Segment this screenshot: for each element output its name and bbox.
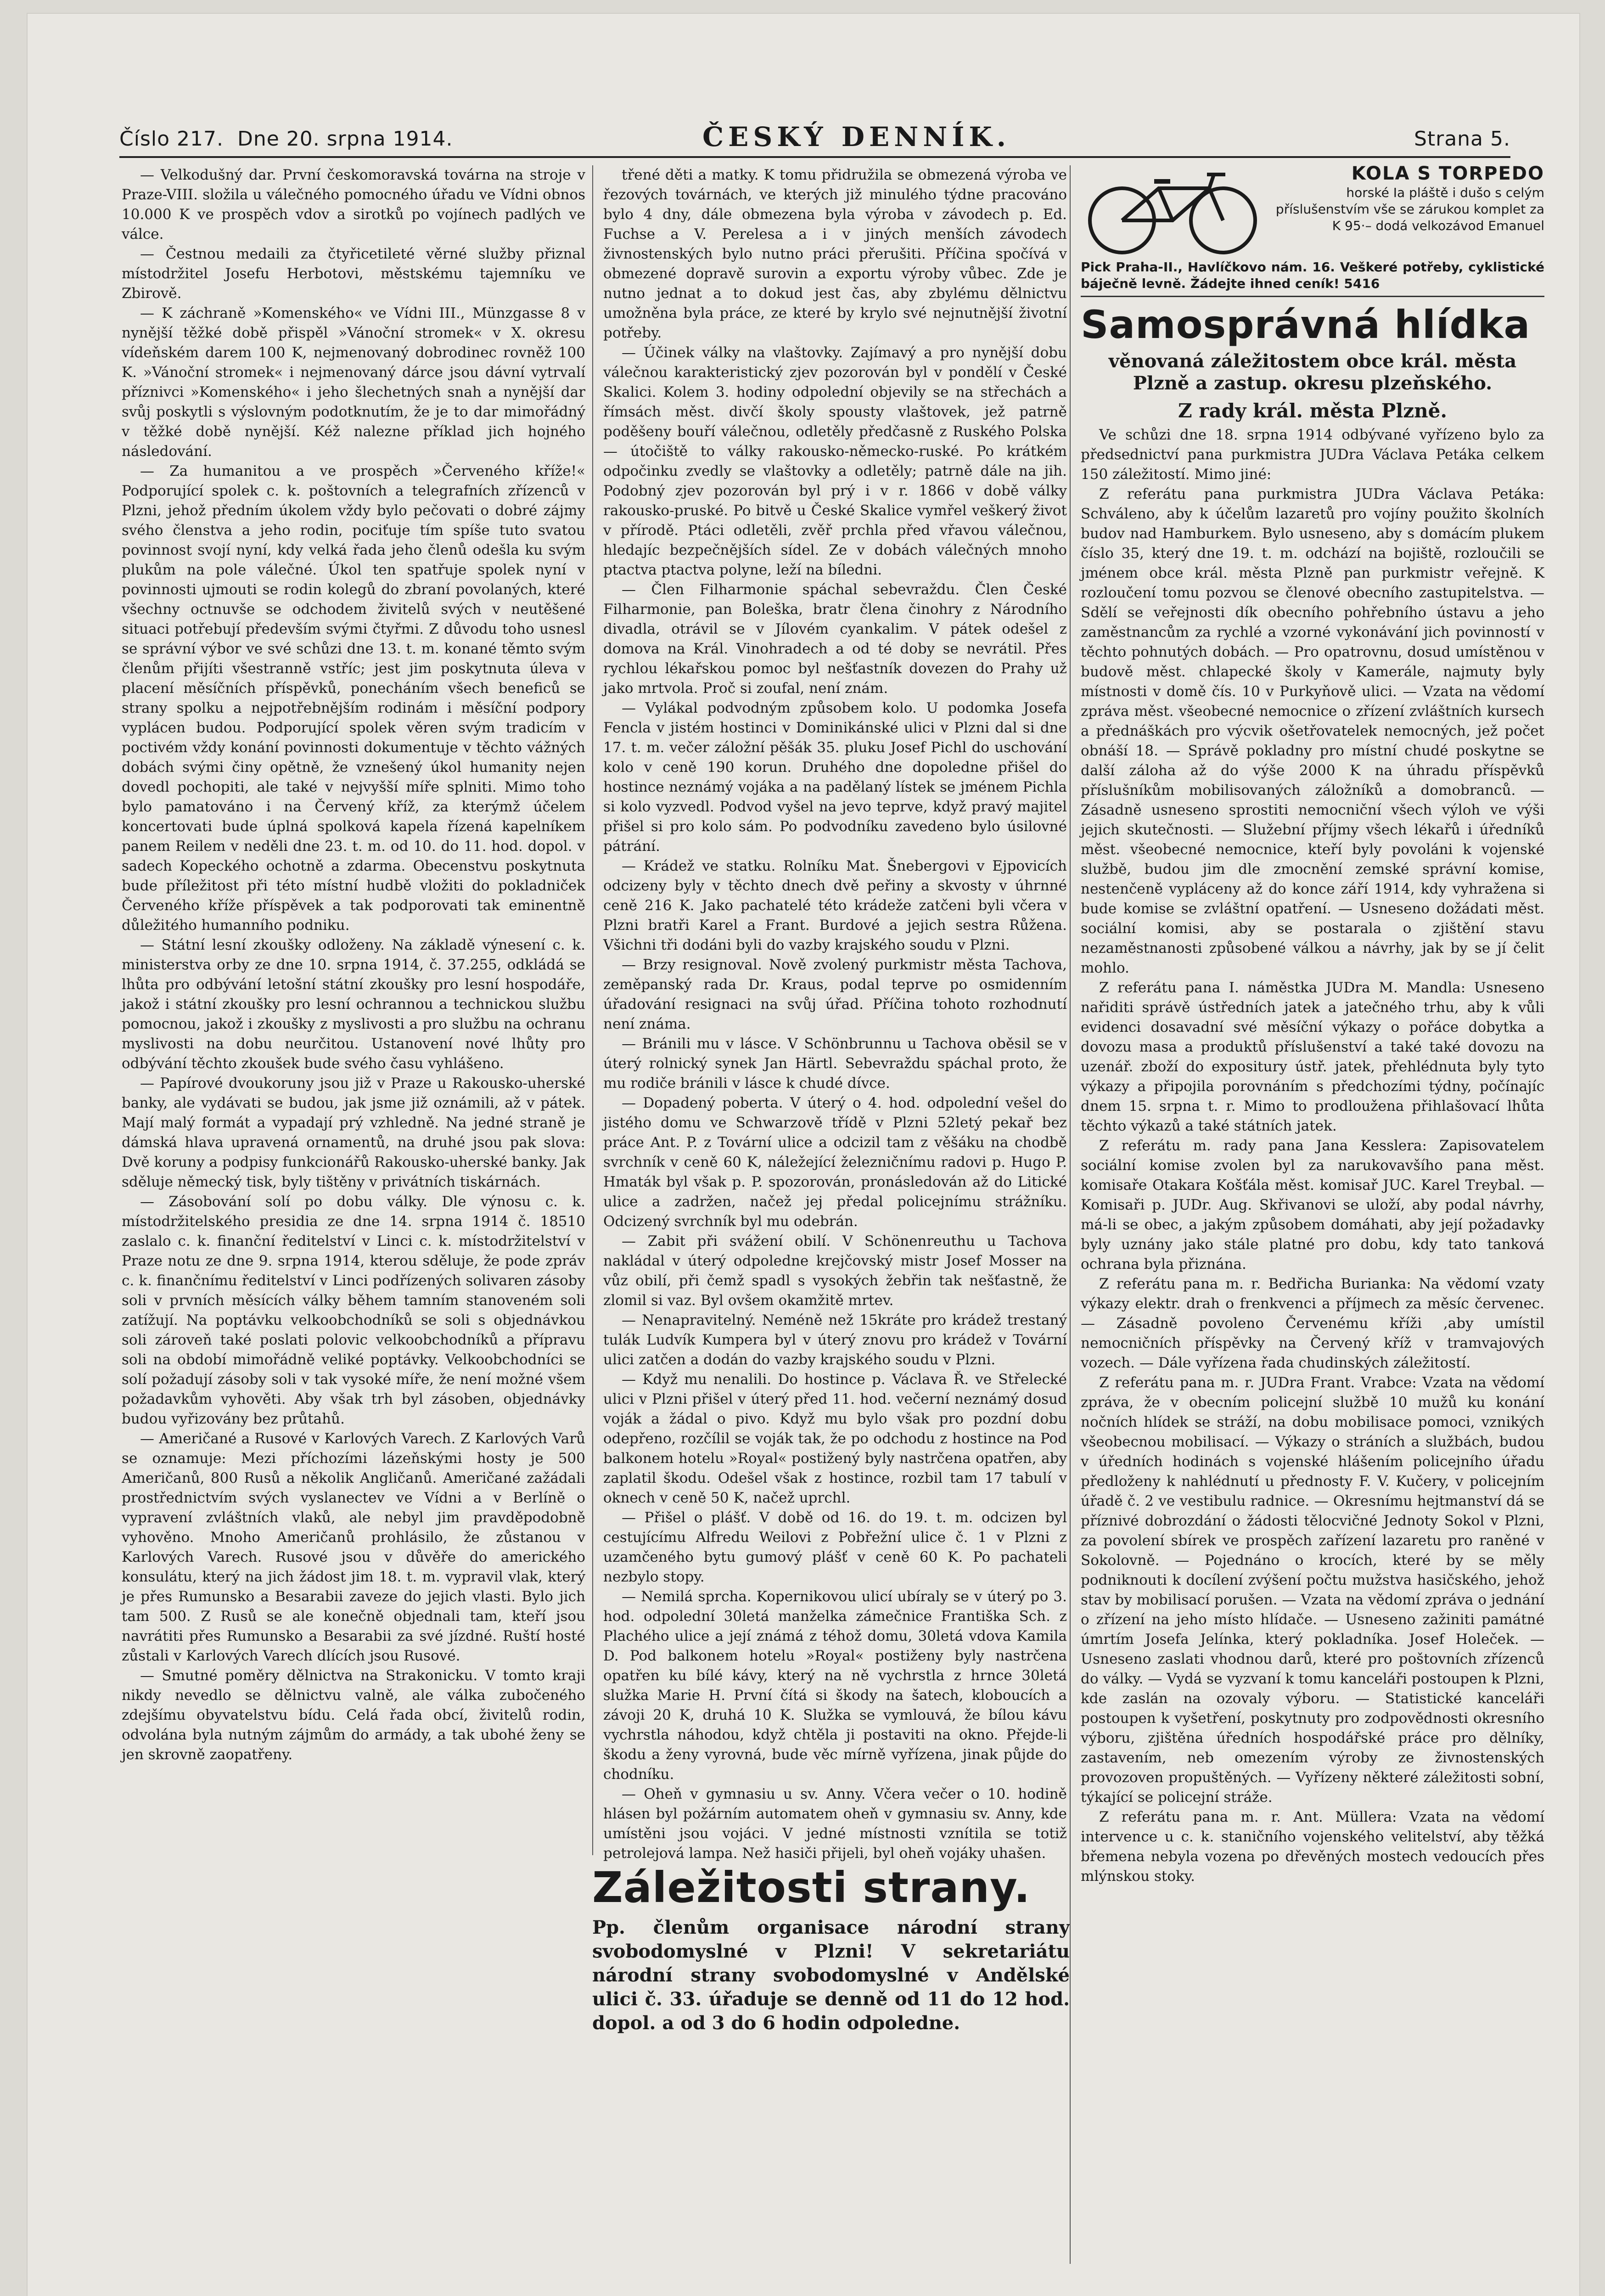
council-meeting-heading: Z rady král. města Plzně. xyxy=(1178,400,1447,422)
article: — Státní lesní zkoušky odloženy. Na základě výnesení c. k. ministerstva orby ze dne 10. srpna 1914, č. 37.255, odkládá se lhůta pro odbývání letošní státní zkoušky pro lesní hospodáře, jakož i státní zkoušky pro lesní ochrannou a technickou službu pomocnou, jakož i zkoušky z myslivosti a pro službu na ochranu myslivosti na dobu neurčitou. Ustanovení nové lhůty pro odbývání těchto zkoušek bude svého času vyhlášeno. xyxy=(122,937,585,1072)
article: Ve schůzi dne 18. srpna 1914 odbývané vyřízeno bylo za předsednictví pana purkmistra JUDra Václava Petáka celkem 150 záležitostí. Mimo jiné: xyxy=(1081,427,1544,483)
party-affairs-notice: Pp. členům organisace národní strany svobodomyslné v Plzni! V sekretariátu národní strany svobodomyslné v Andělské ulici č. 33. úřaduje se denně od 11 do 12 hod. dopol. a od 3 do 6 hodin odpoledne. xyxy=(592,1917,1070,2034)
bicycle-icon xyxy=(1081,165,1264,257)
article: — Za humanitou a ve prospěch »Červeného kříže!« Podporující spolek c. k. poštovních a telegrafních zřízenců v Plzni, jehož předním úkolem vždy bylo pečovati o dobré zájmy svého členstva a jeho rodin, pociťuje tím spíše tuto svatou povinnost svojí nyní, kdy velká řada jeho členů odešla ku svým plukům na pole válečné. Úkol ten spatřuje spolek nyní v povinnosti ujmouti se rodin kolegů do zbraní povolaných, které všechny octnuvše se odchodem živitelů svých v neutěšené situaci potřebují především svými čtyřmi. Z důvodu toho usnesl se správní výbor ve své schůzi dne 13. t. m. konané těmto svým členům přijíti všestranně vstříc; jest jim poskytnuta úleva v placení měsíčních příspěvků, ponecháním všech beneficů se strany spolku a nejpotřebnějším rodinám i měsíční podpory vyplácen budou. Podporující spolek věren svým tradicím v poctivém vždy konání povinnosti dokumentuje v těchto vážných dobách svými činy opětně, že vznešený úkol humanity nejen dovedl pochopiti, ale také v nejvyšší míře splniti. Mimo toho bylo pamatováno i na Červený kříž, za kterýmž účelem koncertovati bude úplná spolková kapela řízená kapelníkem panem Reilem v neděli dne 23. t. m. od 10. do 11. hod. dopol. v sadech Kopeckého ochotně a zdarma. Obecenstvu poskytnuta bude příležitost při této místní hudbě vložiti do pokladniček Červeného kříže příspěvek a tak podporovati tak eminentně důležitého humanního podniku. xyxy=(122,463,585,934)
ad-footer: Pick Praha-II., Havlíčkovo nám. 16. Veškeré potřeby, cyklistické báječně levně. Žádejte ihned ceník! 5416 xyxy=(1081,259,1544,291)
article: Z referátu pana m. r. Bedřicha Burianka: Na vědomí vzaty výkazy elektr. drah o frenkvenci a příjmech za měsíc červenec. — Zásadně povoleno Červenému kříži ,aby umístil nemocničních příspěvky na Červený kříž v tramvajových vozech. — Dále vyřízena řada chudinských záležitostí. xyxy=(1081,1276,1544,1371)
article: — Člen Filharmonie spáchal sebevraždu. Člen České Filharmonie, pan Boleška, bratr člena činohry z Národního divadla, otrávil se v Jílovém cyankalim. V pátek odešel z domova na Král. Vinohradech a od té doby se nevrátil. Přes rychlou lékařskou pomoc byl nešťastník dovezen do Prahy už jako mrtvola. Proč si zoufal, není znám. xyxy=(603,581,1067,697)
article: — Zabit při svážení obilí. V Schönenreuthu u Tachova nakládal v úterý odpoledne krejčovský mistr Josef Mosser na vůz obilí, při čemž spadl s vysokých žebřin tak nešťastně, že zlomil si vaz. Byl ovšem okamžitě mrtev. xyxy=(603,1233,1067,1309)
article: — Američané a Rusové v Karlových Varech. Z Karlových Varů se oznamuje: Mezi příchozími lázeňskými hosty je 500 Američanů, 800 Rusů a několik Angličanů. Američané zažádali prostřednictvím svých vyslanectev ve Vídni a v Berlíně o vypravení zvláštních vlaků, ale nebyl jim pravděpodobně vyhověno. Mnoho Američanů prohlásilo, že zůstanou v Karlových Varech. Rusové jsou v důvěře do amerického konsulátu, který na jich žádost jim 18. t. m. vypravil vlak, který je přes Rumunsko a Besarabii zaveze do jejich vlasti. Bylo jich tam 500. Z Rusů se ale konečně objednali tam, kteří jsou navrátiti přes Rumunsko a Besarabii za své jízdné. Ruští hosté zůstali v Karlových Varech dlících jsou Rusové. xyxy=(122,1430,585,1664)
article: — Papírové dvoukoruny jsou již v Praze u Rakousko-uherské banky, ale vydávati se budou, jak jsme již oznámili, až v pátek. Mají malý formát a vypadají prý vzhledně. Na jedné straně je dámská hlava upravená ornamentů, na druhé jsou pak slova: Dvě koruny a podpisy funkcionářů Rakousko-uherské banky. Jak sděluje německý tisk, byly tištěny v privátních tiskárnách. xyxy=(122,1075,585,1190)
article: Z referátu m. rady pana Jana Kesslera: Zapisovatelem sociální komise zvolen byl za narukovavšího pana měst. komisaře Otakara Košťála měst. komisař JUC. Karel Treybal. — Komisaři p. JUDr. Aug. Skřivanovi se uloží, aby podal návrhy, má-li se obec, a jakým způsobem domáhati, aby její požadavky byly uznány jako stále platné pro dobu, kdy tato tanková ochrana byla přiznána. xyxy=(1081,1137,1544,1272)
issue-and-date xyxy=(119,127,453,151)
ad-text: horské Ia pláště i dušo s celým příslušenstvím vše se zárukou komplet za K 95·– dodá velkozávod Emanuel xyxy=(1275,185,1544,233)
article: — Když mu nenalili. Do hostince p. Václava Ř. ve Střelecké ulici v Plzni přišel v úterý před 11. hod. večerní neznámý dosud voják a žádal o pivo. Když mu bylo však pro pozdní dobu odepřeno, rozčílil se voják tak, že po odchodu z hostince na Pod balkonem hotelu »Royal« postižený byly nastrčena opatřen, aby zaplatil škodu. Odešel však z hostince, rozbil tam 17 tabulí v oknech v ceně 50 K, načež uprchl. xyxy=(603,1371,1067,1506)
article: — Oheň v gymnasiu u sv. Anny. Včera večer o 10. hodině hlásen byl požárním automatem oheň v gymnasiu sv. Anny, kde umístěni jsou vojáci. V jedné místnosti vznítila se totiž petrolejová lampa. Než hasiči přijeli, byl oheň vojáky uhašen. xyxy=(603,1786,1067,1862)
article: — Bránili mu v lásce. V Schönbrunnu u Tachova oběsil se v úterý rolnický synek Jan Härtl. Sebevraždu spáchal proto, že mu rodiče bránili v lásce k chudé dívce. xyxy=(603,1035,1067,1092)
article: — Dopadený poberta. V úterý o 4. hod. odpolední vešel do jistého domu ve Schwarzově třídě v Plzni 52letý pekař bez práce Ant. P. z Tovární ulice a odcizil tam z věšáku na chodbě svrchník v ceně 60 K, náležející železničnímu radovi p. Hugo P. Hmaták byl však p. P. spozorován, pronásledován až do Litické ulice a zadržen, načež jej předal policejnímu strážníku. Odcizený svrchník byl mu odebrán. xyxy=(603,1095,1067,1230)
article: třené děti a matky. K tomu přidružila se obmezená výroba ve řezových továrnách, ve kterých již minulého týdne pracováno bylo 4 dny, dále obmezena byla výroba v závodech p. Ed. Fuchse a V. Perelesa a i v jiných menších závodech živnostenských bylo nutno práci přerušiti. Příčina spočívá v obmezené dopravě surovin a exportu výroby vůbec. Zde je nutno jednat a to dokud jest čas, aby zbylému dělnictvu umožněna byla práce, ze které by krylo své nejnutnější životní potřeby. xyxy=(603,167,1067,341)
column-2 xyxy=(592,165,1067,1862)
article: — K záchraně »Komenského« ve Vídni III., Münzgasse 8 v nynější těžké době přispěl »Vánoční stromek« v X. okresu vídeňském darem 100 K, nejmenovaný dobrodinec rovněž 100 K. »Vánoční stromek« i nejmenovaný dárce jsou dávní vytrvalí příznivci »Komenského« i jeho šlechetných snah a nynější dar svůj poskytli s výslovným podotknutím, že je to dar mimořádný v těžké době nynější. Kéž nalezne příklad jich hojného následování. xyxy=(122,305,585,460)
party-affairs-section xyxy=(592,1860,1070,2035)
article: — Přišel o plášť. V době od 16. do 19. t. m. odcizen byl cestujícímu Alfredu Weilovi z Pobřežní ulice č. 1 v Plzni z uzamčeného bytu gumový plášť v ceně 60 K. Po pachateli nezbylo stopy. xyxy=(603,1509,1067,1585)
article: Z referátu pana I. náměstka JUDra M. Mandla: Usneseno nařiditi správě ústředních jatek a jatečného trhu, aby k vůli evidenci dosavadní své měsíční výkazy o pořáce dobytka a dovozu masa a produktů příslušenství a také také dovozu na uzenář. zboží do expositury ústř. jatek, přehlédnuta byly tyto výkazy a připojila porovnáním s předchozími týdny, počínajíc dnem 15. srpna t. r. Mimo to prodloužena přihlašovací lhůta těchto výkazů a také státních jatek. xyxy=(1081,979,1544,1134)
article: — Brzy resignoval. Nově zvolený purkmistr města Tachova, zeměpanský rada Dr. Kraus, podal teprve po osmidenním úřadování resignaci na svůj úřad. Příčina tohoto rozhodnutí není známa. xyxy=(603,957,1067,1032)
newspaper-page xyxy=(28,14,1579,2296)
ad-title: KOLA S TORPEDO xyxy=(1351,163,1544,184)
article: Z referátu pana purkmistra JUDra Václava Petáka: Schváleno, aby k účelům lazaretů pro vojíny použito školních budov nad Hamburkem. Bylo usneseno, aby s domácím plukem číslo 35, který dne 19. t. m. odchází na bojiště, rozloučili se jménem obce král. města Plzně pan purkmistr veřejně. K rozloučení tomu pozvou se členové obecního zastupitelstva. — Sdělí se veřejnosti dík obecního pohřebního ústavu a jeho zaměstnancům za rychlé a vzorné vykonávání jich povinností v těchto pohnutých dobách. — Pro opatrovnu, dosud umístěnou v budově měst. chlapecké školy v Kamerále, najmuty byly místnosti v domě čís. 10 v Purkyňově ulici. — Vzata na vědomí zpráva měst. všeobecné nemocnice o zřízení zvláštních kursech a přednáškách pro výcvik ošetřovatelek nemocných, jež počet obnáší 18. — Správě pokladny pro místní chudé poskytne se další záloha až do výše 2000 K na úhradu příspěvků příslušníkům mobilisovaných záložníků a domobranců. — Zásadně usneseno sprostiti nemocniční všech výloh ve výši jejich skutečnosti. — Služební příjmy všech lékařů i úředníků měst. všeobecné nemocnice, kteří byly povoláni k vojenské službě, budou jim dle zmocnění zemské správní komise, nestenčeně vypláceny až do konce září 1914, kdy vyhražena si bude komise se zvláštní opatření. — Usneseno dožádati měst. sociální komisi, aby se postarala o zjištění stavu nezaměstnanosti způsobené válkou a návrhy, jak by se jí čelit mohlo. xyxy=(1081,486,1544,976)
article: — Smutné poměry dělnictva na Strakonicku. V tomto kraji nikdy nevedlo se dělnictvu valně, ale válka zubočeného zdejšímu obyvatelstvu bídu. Celá řada obcí, živitelů rodin, odvolána byla nutným zájmům do armády, a tak ubohé ženy se jen skrovně zaopatřeny. xyxy=(122,1667,585,1763)
issue-date: Dne 20. srpna 1914. xyxy=(237,127,453,151)
article: Z referátu pana m. r. Ant. Müllera: Vzata na vědomí intervence u c. k. staničního vojenského velitelství, aby těžká břemena nebyla vozena po dřevěných mostech vedoucích přes mlýnskou stoky. xyxy=(1081,1809,1544,1885)
article: — Zásobování solí po dobu války. Dle výnosu c. k. místodržitelského presidia ze dne 14. srpna 1914 č. 18510 zaslalo c. k. finanční ředitelství v Linci c. k. místodržitelství v Praze notu ze dne 9. srpna 1914, kterou sděluje, že pode zpráv c. k. finančnímu ředitelství v Linci podřízených solivaren zásoby soli v prvních měsících války během tamním stanoveném soli zatížují. Na poptávku velkoobchodníků se soli s objednávkou soli zároveň také poslati polovic velkoobchodníků a přípravu soli na období mimořádně veliké poptávky. Velkoobchodníci se solí požadují zásoby soli v tak vysoké míře, že není možné všem požadavkům vyhověti. Aby však trh byl zásoben, objednávky budou vyřizovány bez průtahů. xyxy=(122,1193,585,1427)
newspaper-title: ČESKÝ DENNÍK. xyxy=(702,121,1010,152)
article: — Vylákal podvodným způsobem kolo. U podomka Josefa Fencla v jistém hostinci v Dominikánské ulici v Plzni dal si dne 17. t. m. večer záložní pěšák 35. pluku Josef Pichl do uschování kolo v ceně 190 korun. Druhého dne dopoledne přišel do hostince neznámý vojáka a na padělaný lístek se jménem Pichla si kolo vyzvedl. Podvod vyšel na jevo teprve, když pravý majitel přišel si pro kolo sám. Po podvodníku zavedeno bylo úsilovné pátrání. xyxy=(603,700,1067,855)
article: — Čestnou medaili za čtyřicetileté věrné služby přiznal místodržitel Josefu Herbotovi, městskému tajemníku ve Zbirově. xyxy=(122,246,585,302)
municipal-section-title: Samosprávná hlídka xyxy=(1081,302,1531,347)
article: — Krádež ve statku. Rolníku Mat. Šnebergovi v Ejpovicích odcizeny byly v těchto dnech dvě peřiny a skvosty v úhrnné ceně 216 K. Jako pachatelé této krádeže zatčeni byli včera v Plzni bratři Karel a Frant. Burdové a jejich sestra Růžena. Všichni tři dodáni byli do vazby krajského soudu v Plzni. xyxy=(603,858,1067,953)
page-number: Strana 5. xyxy=(1414,127,1510,151)
article: — Velkodušný dar. První českomoravská továrna na stroje v Praze-VIII. složila u válečného pomocného úřadu ve Vídni obnos 10.000 K ve prospěch vdov a sirotků po vojínech padlých ve válce. xyxy=(122,167,585,242)
party-affairs-heading: Záležitosti strany. xyxy=(592,1863,1031,1912)
column-3 xyxy=(1070,165,1544,2264)
municipal-section-subtitle: věnovaná záležitostem obce král. města Plzně a zastup. okresu plzeňského. xyxy=(1108,350,1517,394)
issue-number: Číslo 217. xyxy=(119,127,224,151)
article: Z referátu pana m. r. JUDra Frant. Vrabce: Vzata na vědomí zpráva, že v obecním policejní službě 10 mužů ku konání nočních hlídek se stráží, na dobu mobilisace pomoci, vznikých všeobecnou mobilisací. — Výkazy o stráních a službách, budou v úředních hodinách s vojenské hlášením policejního úřadu předloženy k nahlédnutí u přednosty F. V. Kučery, v policejním úřadě č. 2 ve vestibulu radnice. — Okresnímu hejtmanství dá se příznivé dobrozdání o žádosti tělocvičné Jednoty Sokol v Plzni, za povolení sbírek ve prospěch zařízení lazaretu pro raněné v Sokolovně. — Pojednáno o krocích, které by se měly podniknouti k docílení zvýšení počtu mužstva hasičského, jehož stav by mobilisací porušen. — Vzata na vědomí zpráva o jednání o zřízení na jeho místo hlídače. — Usneseno zažiniti památné úmrtím Josefa Jelínka, který pokladníka. Josef Holeček. — Usneseno zaslati vhodnou darů, které pro poštovních zřízenců do války. — Vydá se vyzvaní k tomu kanceláři postoupen k Plzni, kde zaslán na ozovaly výboru. — Statistické kanceláři postoupen k vyšetření, poskytnuty pro zodpovědnosti okresního výboru, zjištěna úředních hospodářské práce pro dělníky, zastavením, neb omezením výroby ze živnostenských provozoven propuštěných. — Vyřízeny některé záležitosti sobní, týkající se policejní stráže. xyxy=(1081,1374,1544,1806)
bicycle-advertisement xyxy=(1081,165,1544,297)
masthead xyxy=(119,106,1510,158)
article: — Nenapravitelný. Neméně než 15kráte pro krádež trestaný tulák Ludvík Kumpera byl v úterý znovu pro krádež v Tovární ulici zatčen a dodán do vazby krajského soudu v Plzni. xyxy=(603,1312,1067,1368)
column-1 xyxy=(122,165,585,1765)
article: — Nemilá sprcha. Kopernikovou ulicí ubíraly se v úterý po 3. hod. odpolední 30letá manželka zámečnice Františka Sch. z Plachého ulice a její známá z téhož domu, 30letá vdova Kamila D. Pod balkonem hotelu »Royal« postiženy byly nastrčena opatřen ku bílé kávy, který na ně vychrstla z hrnce 30letá služka Marie H. První čítá si škody na šatech, kloboucích a závoji 20 K, druhá 10 K. Služka se vymlouvá, že bílou kávu vychrstla náhodou, když chtěla ji postaviti na okno. Přejde-li škodu a ženy vyrovná, bude věc mírně vyřízena, jinak půjde do chodníku. xyxy=(603,1588,1067,1783)
article: — Účinek války na vlaštovky. Zajímavý a pro nynější dobu válečnou karakteristický zjev pozorován byl v pondělí v České Skalici. Kolem 3. hodiny odpolední objevily se na střechách a římsách měst. divčí školy spousty vlaštovek, jež patrně poděšeny bouří válečnou, odletěly předčasně z Ruského Polska — útočiště to války rakousko-německo-ruské. Po krátkém odpočinku zvedly se vlaštovky a odletěly; patrně dále na jih. Podobný zjev pozorován byl prý i v r. 1866 v době války rakousko-pruské. Po bitvě u České Skalice vymřel veškerý život v přírodě. Ptáci odletěli, zvěř prchla před vřavou válečnou, hledajíc bezpečnějších sídel. Ze v dobách válečných mnoho ptactva ptactva polyne, leží na bíledni. xyxy=(603,344,1067,578)
